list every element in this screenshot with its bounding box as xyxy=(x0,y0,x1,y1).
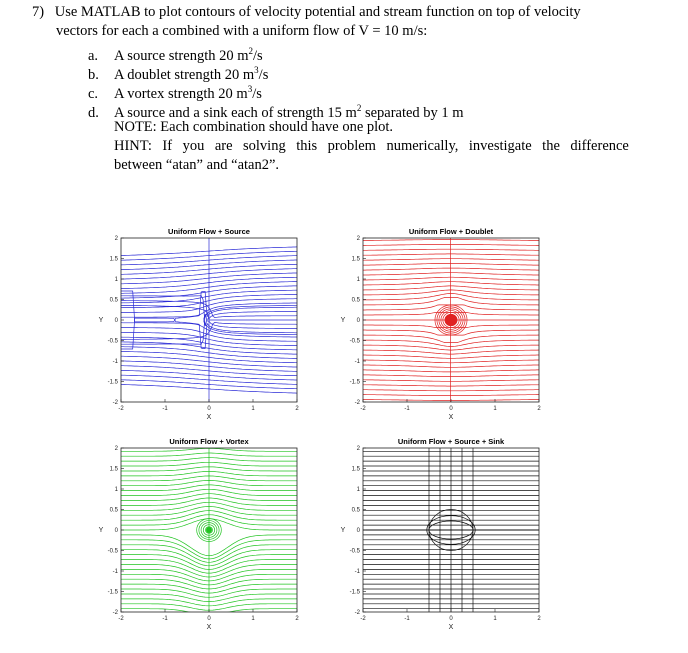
x-tick-label: 1 xyxy=(251,406,255,412)
x-tick-label: -1 xyxy=(162,616,168,622)
contour-lines xyxy=(363,448,539,612)
x-tick-label: -1 xyxy=(162,406,168,412)
contour-lines xyxy=(363,238,539,402)
x-tick-label: -2 xyxy=(360,406,366,412)
streamline xyxy=(363,365,539,367)
y-tick-label: 2 xyxy=(114,446,118,452)
y-tick-label: 1.5 xyxy=(351,466,360,473)
item-marker: c. xyxy=(88,85,99,102)
y-tick-label: -0.5 xyxy=(349,338,360,345)
item-superscript: 2 xyxy=(356,103,362,113)
plot-source xyxy=(88,225,328,425)
y-tick-label: 1.5 xyxy=(351,256,360,263)
y-tick-label: 1.5 xyxy=(109,466,118,473)
streamline xyxy=(363,259,539,261)
streamline xyxy=(363,330,539,335)
item-text: A source and a sink each of strength 15 m xyxy=(114,104,357,121)
y-tick-label: -1 xyxy=(112,569,118,575)
hint-word: If xyxy=(162,138,173,154)
item-marker: a. xyxy=(88,47,99,64)
y-tick-label: -2 xyxy=(354,400,360,406)
y-tick-label: 1 xyxy=(356,277,360,283)
contour-lines xyxy=(121,448,297,615)
streamline xyxy=(363,345,539,350)
chart-vortex xyxy=(88,435,328,635)
item-marker: b. xyxy=(88,66,99,83)
plot-doublet xyxy=(330,225,570,425)
streamline xyxy=(363,263,539,265)
y-axis-label: Y xyxy=(340,317,346,324)
streamline xyxy=(363,380,539,382)
plot-vortex xyxy=(88,435,328,635)
y-tick-label: 0.5 xyxy=(109,507,118,514)
streamline xyxy=(363,273,539,275)
y-tick-label: 1 xyxy=(356,487,360,493)
intro-text-1: Use MATLAB to plot contours of velocity potential and stream function on top of velocity xyxy=(54,4,581,20)
y-tick-label: -1 xyxy=(354,359,360,365)
y-tick-label: 0 xyxy=(114,318,118,324)
x-tick-label: 2 xyxy=(295,406,299,412)
y-axis-label: Y xyxy=(98,527,104,534)
y-tick-label: 1 xyxy=(114,487,118,493)
streamline xyxy=(363,375,539,377)
x-tick-label: -1 xyxy=(404,616,410,622)
item-superscript: 2 xyxy=(248,46,254,56)
x-tick-label: -2 xyxy=(118,616,124,622)
hint-word: are xyxy=(214,138,233,154)
x-tick-label: 1 xyxy=(493,616,497,622)
streamline xyxy=(363,370,539,372)
y-tick-label: -1.5 xyxy=(107,589,118,596)
x-tick-label: 2 xyxy=(537,406,541,412)
item-unit: /s xyxy=(252,85,262,102)
doublet-core xyxy=(445,314,457,326)
y-tick-label: 2 xyxy=(114,236,118,242)
y-tick-label: 1 xyxy=(114,277,118,283)
x-tick-label: 2 xyxy=(295,616,299,622)
chart-title: Uniform Flow + Source + Sink xyxy=(397,437,505,446)
y-tick-label: -2 xyxy=(112,400,118,406)
x-tick-label: 0 xyxy=(449,406,453,412)
streamline xyxy=(363,286,539,290)
hint-word: difference xyxy=(570,138,629,154)
streamline xyxy=(363,282,539,285)
streamline xyxy=(363,355,539,358)
y-tick-label: 0.5 xyxy=(351,297,360,304)
intro-line-2: vectors for each a combined with a uniform flow of V = 10 m/s: xyxy=(56,23,428,39)
hint-word: you xyxy=(182,138,205,154)
x-axis-label: X xyxy=(206,414,212,421)
y-tick-label: -2 xyxy=(354,610,360,616)
streamline xyxy=(363,244,539,245)
hint-word: this xyxy=(296,138,318,154)
y-tick-label: -0.5 xyxy=(107,548,118,555)
streamline xyxy=(363,385,539,386)
hint-word: numerically, xyxy=(386,138,459,154)
hint-word: the xyxy=(542,138,560,154)
streamline xyxy=(363,249,539,250)
y-tick-label: -1 xyxy=(112,359,118,365)
streamline xyxy=(363,290,539,295)
y-tick-label: -1 xyxy=(354,569,360,575)
streamline xyxy=(363,254,539,255)
y-tick-label: -0.5 xyxy=(349,548,360,555)
item-unit: /s xyxy=(258,66,269,83)
item-superscript: 3 xyxy=(254,65,259,75)
hint-word: problem xyxy=(327,138,376,154)
y-tick-label: 2 xyxy=(356,446,360,452)
hint-word: HINT: xyxy=(114,138,152,154)
streamline xyxy=(363,395,539,396)
streamline xyxy=(363,240,539,241)
y-tick-label: -1.5 xyxy=(107,379,118,386)
y-tick-label: 0.5 xyxy=(351,507,360,514)
streamline xyxy=(363,305,539,310)
x-tick-label: 2 xyxy=(537,616,541,622)
x-tick-label: -2 xyxy=(360,616,366,622)
y-tick-label: 0 xyxy=(356,318,360,324)
hint-line-1 xyxy=(114,138,629,155)
item-text: A vortex strength 20 m xyxy=(114,85,248,102)
item-superscript: 3 xyxy=(247,84,253,94)
x-tick-label: -1 xyxy=(404,406,410,412)
y-axis-label: Y xyxy=(98,317,104,324)
streamline xyxy=(363,360,539,363)
x-tick-label: 0 xyxy=(207,616,211,622)
y-tick-label: 0 xyxy=(114,528,118,534)
streamline xyxy=(363,335,539,343)
hint-line-2: between “atan” and “atan2”. xyxy=(114,157,280,173)
note-line: NOTE: Each combination should have one plot. xyxy=(114,119,394,135)
y-tick-label: 2 xyxy=(356,236,360,242)
y-tick-label: 0 xyxy=(356,528,360,534)
x-tick-label: 1 xyxy=(251,616,255,622)
hint-word: solving xyxy=(243,138,286,154)
item-unit: separated by 1 m xyxy=(361,104,464,121)
y-tick-label: -1.5 xyxy=(349,379,360,386)
x-axis-label: X xyxy=(206,624,212,631)
streamline xyxy=(363,390,539,391)
streamline xyxy=(363,350,539,354)
chart-doublet xyxy=(330,225,570,425)
streamline xyxy=(363,268,539,270)
hint-word: investigate xyxy=(468,138,532,154)
item-unit: /s xyxy=(253,47,263,64)
chart-source-sink xyxy=(330,435,570,635)
chart-title: Uniform Flow + Doublet xyxy=(408,227,494,236)
problem-statement xyxy=(0,0,688,190)
item-marker: d. xyxy=(88,104,99,121)
x-tick-label: 0 xyxy=(207,406,211,412)
x-tick-label: -2 xyxy=(118,406,124,412)
streamline xyxy=(363,277,539,280)
y-tick-label: 0.5 xyxy=(109,297,118,304)
y-axis-label: Y xyxy=(340,527,346,534)
problem-number: 7) xyxy=(32,4,45,20)
contour-lines xyxy=(121,238,314,402)
x-tick-label: 1 xyxy=(493,406,497,412)
chart-title: Uniform Flow + Vortex xyxy=(169,437,249,446)
y-tick-label: 1.5 xyxy=(109,256,118,263)
streamline xyxy=(363,297,539,305)
y-tick-label: -2 xyxy=(112,610,118,616)
chart-title: Uniform Flow + Source xyxy=(168,227,250,236)
item-text: A source strength 20 m xyxy=(114,47,249,64)
x-axis-label: X xyxy=(448,624,454,631)
chart-source xyxy=(88,225,328,425)
y-tick-label: -1.5 xyxy=(349,589,360,596)
plot-source-sink xyxy=(330,435,570,635)
item-text: A doublet strength 20 m xyxy=(114,66,255,83)
intro-line-1 xyxy=(32,4,581,21)
x-axis-label: X xyxy=(448,414,454,421)
x-tick-label: 0 xyxy=(449,616,453,622)
y-tick-label: -0.5 xyxy=(107,338,118,345)
